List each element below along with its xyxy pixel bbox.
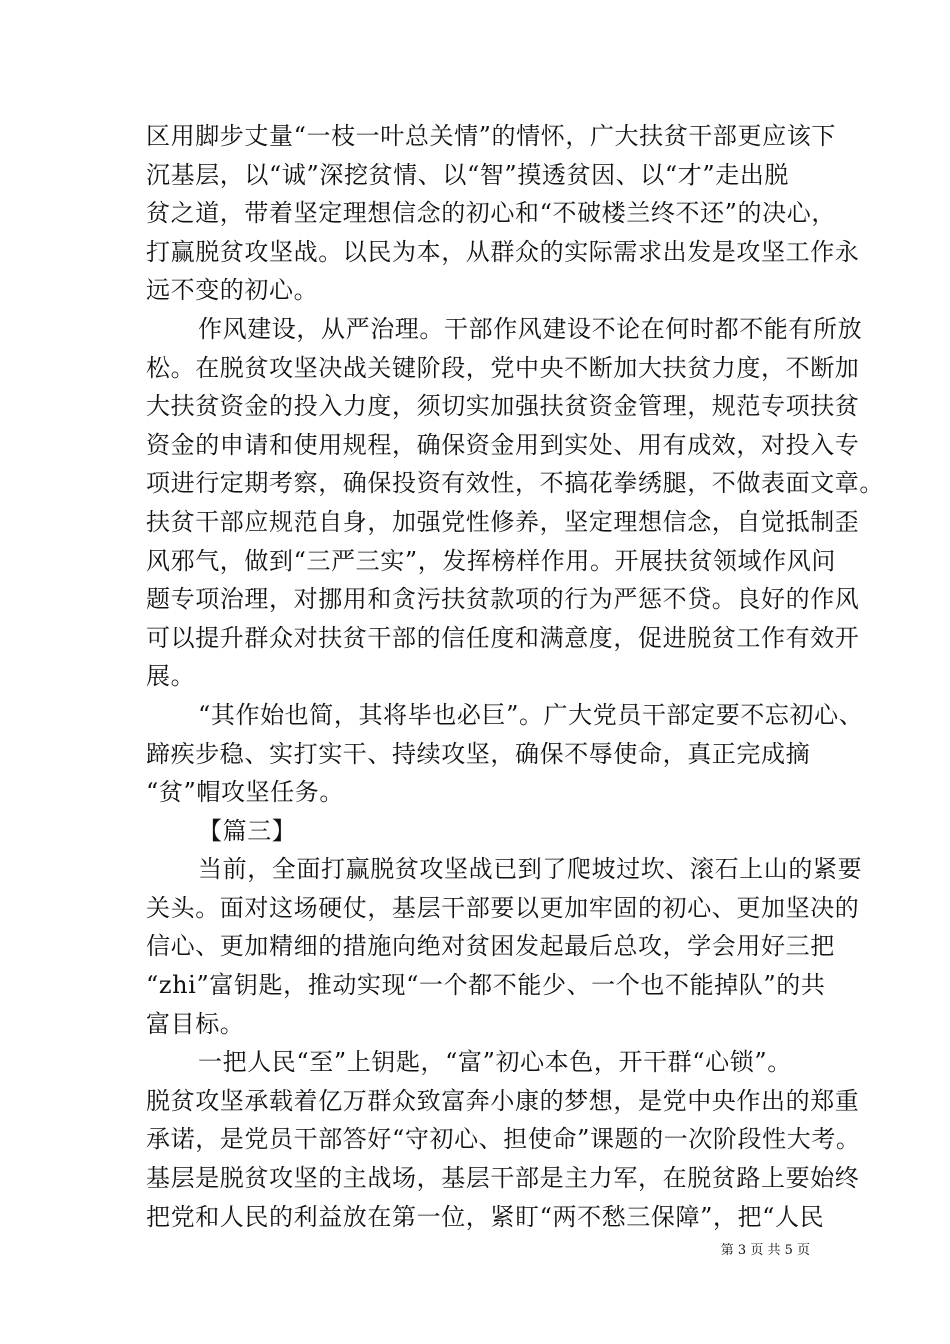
paragraph <box>146 850 863 1043</box>
text-line: 把党和人民的利益放在第一位，紧盯“两不愁三保障”，把“人民 <box>146 1202 825 1231</box>
text-line: 当前，全面打赢脱贫攻坚战已到了爬坡过坎、滚石上山的紧要 <box>198 855 863 884</box>
text-line: 扶贫干部应规范自身，加强党性修养，坚定理想信念，自觉抵制歪 <box>146 507 860 536</box>
text-line: 大扶贫资金的投入力度，须切实加强扶贫资金管理，规范专项扶贫 <box>146 392 860 421</box>
text-line: 可以提升群众对扶贫干部的信任度和满意度，促进脱贫工作有效开 <box>146 623 860 652</box>
text-line: 风邪气，做到“三严三实”，发挥榜样作用。开展扶贫领域作风问 <box>146 546 836 575</box>
text-line: 基层是脱贫攻坚的主战场，基层干部是主力军，在脱贫路上要始终 <box>146 1164 860 1193</box>
text-line: 题专项治理，对挪用和贪污扶贫款项的行为严惩不贷。良好的作风 <box>146 585 860 614</box>
paragraph <box>146 310 884 696</box>
text-line: 展。 <box>146 662 196 691</box>
paragraph <box>146 1043 861 1236</box>
text-line: 【篇三】 <box>198 816 297 845</box>
text-line: 远不变的初心。 <box>146 276 319 305</box>
text-line: “zhi”富钥匙，推动实现“一个都不能少、一个也不能掉队”的共 <box>146 971 826 1000</box>
text-line: 一把人民“至”上钥匙，“富”初心本色，开干群“心锁”。 <box>198 1048 792 1077</box>
text-line: 松。在脱贫攻坚决战关键阶段，党中央不断加大扶贫力度，不断加 <box>146 353 860 382</box>
text-line: 资金的申请和使用规程，确保资金用到实处、用有成效，对投入专 <box>146 430 860 459</box>
text-line: 富目标。 <box>146 1009 245 1038</box>
text-line: 项进行定期考察，确保投资有效性，不搞花拳绣腿，不做表面文章。 <box>146 469 884 498</box>
text-line: 蹄疾步稳、实打实干、持续攻坚，确保不辱使命，真正完成摘 <box>146 739 811 768</box>
paragraph <box>146 812 810 851</box>
paragraph <box>146 696 864 812</box>
text-line: 作风建设，从严治理。干部作风建设不论在何时都不能有所放 <box>198 314 863 343</box>
text-line: 信心、更加精细的措施向绝对贫困发起最后总攻，学会用好三把 <box>146 932 835 961</box>
text-line: “贫”帽攻坚任务。 <box>146 778 344 807</box>
document-body <box>146 117 884 1236</box>
text-line: 沉基层，以“诚”深挖贫情、以“智”摸透贫因、以“才”走出脱 <box>146 160 790 189</box>
text-line: 承诺，是党员干部答好“守初心、担使命”课题的一次阶段性大考。 <box>146 1125 861 1154</box>
text-line: 关头。面对这场硬仗，基层干部要以更加牢固的初心、更加坚决的 <box>146 893 860 922</box>
paragraph <box>146 117 860 310</box>
text-line: 脱贫攻坚承载着亿万群众致富奔小康的梦想，是党中央作出的郑重 <box>146 1086 860 1115</box>
page-number: 第 3 页 共 5 页 <box>720 1243 810 1258</box>
text-line: 区用脚步丈量“一枝一叶总关情”的情怀，广大扶贫干部更应该下 <box>146 122 836 150</box>
text-line: “其作始也简，其将毕也必巨”。广大党员干部定要不忘初心、 <box>198 700 864 729</box>
text-line: 贫之道，带着坚定理想信念的初心和“不破楼兰终不还”的决心， <box>146 199 836 228</box>
text-line: 打赢脱贫攻坚战。以民为本，从群众的实际需求出发是攻坚工作永 <box>146 237 860 266</box>
